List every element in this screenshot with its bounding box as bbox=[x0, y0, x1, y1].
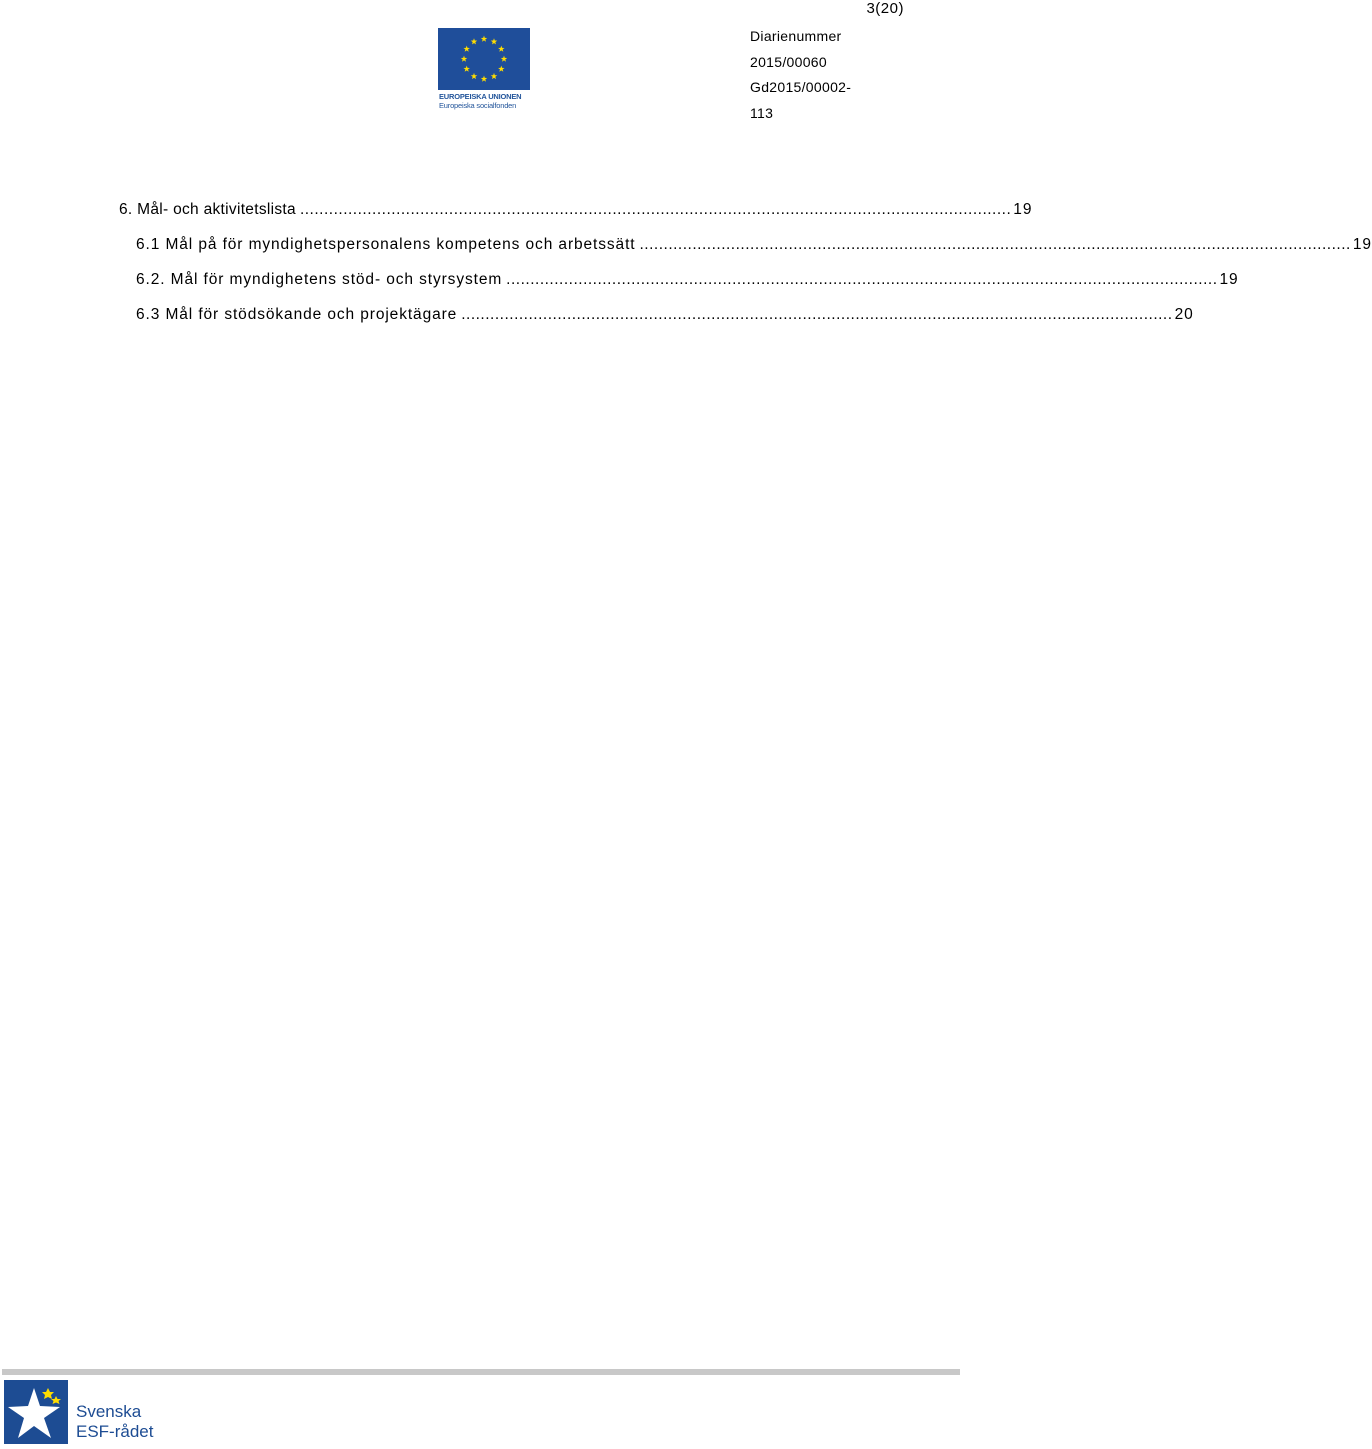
toc-page-number: 19 bbox=[1352, 236, 1372, 253]
eu-star-icon bbox=[481, 76, 487, 82]
toc-dot-leader: .................................................................................................................................................... bbox=[299, 201, 1012, 218]
diarie-number-2: Gd2015/00002- bbox=[750, 79, 852, 95]
toc-entry[interactable] bbox=[136, 234, 1372, 256]
eu-star-icon bbox=[463, 46, 469, 52]
eu-logo bbox=[438, 28, 532, 112]
page-number: 3(20) bbox=[866, 0, 904, 17]
eu-logo-caption bbox=[439, 93, 521, 110]
toc-page-number: 19 bbox=[1219, 271, 1239, 288]
toc-page-number: 20 bbox=[1174, 306, 1194, 323]
eu-logo-line2: Europeiska socialfonden bbox=[439, 100, 517, 110]
esf-logo-line1: Svenska bbox=[76, 1402, 142, 1421]
eu-star-icon bbox=[498, 46, 504, 52]
eu-star-icon bbox=[481, 36, 487, 42]
eu-star-icon bbox=[463, 66, 469, 72]
esf-logo bbox=[4, 1380, 164, 1444]
esf-star-shape-icon bbox=[4, 1380, 68, 1444]
toc-entry[interactable] bbox=[136, 269, 1239, 291]
eu-star-icon bbox=[491, 73, 497, 79]
toc-entry-label: 6.1 Mål på för myndighetspersonalens kompetens och arbetssätt bbox=[136, 236, 636, 253]
eu-star-icon bbox=[491, 38, 497, 44]
toc-entry-label: 6.2. Mål för myndighetens stöd- och styrsystem bbox=[136, 271, 503, 288]
toc-entry[interactable] bbox=[119, 199, 1033, 221]
footer-divider bbox=[2, 1369, 960, 1375]
toc-entry-label: 6.3 Mål för stödsökande och projektägare bbox=[136, 306, 458, 323]
toc-entry[interactable] bbox=[136, 304, 1194, 326]
eu-star-icon bbox=[471, 38, 477, 44]
diarie-number-2-cont: 113 bbox=[750, 104, 774, 121]
toc-dot-leader: .................................................................................................................................................... bbox=[639, 236, 1351, 253]
eu-star-icon bbox=[498, 66, 504, 72]
diarie-number-block bbox=[750, 24, 851, 126]
eu-star-icon bbox=[461, 56, 467, 62]
eu-star-icon bbox=[501, 56, 507, 62]
eu-stars-icon bbox=[438, 28, 530, 90]
esf-star-icon bbox=[4, 1380, 68, 1444]
esf-logo-line2: ESF-rådet bbox=[76, 1422, 154, 1441]
esf-logo-text bbox=[76, 1402, 153, 1442]
toc-entry-label: 6. Mål- och aktivitetslista bbox=[119, 201, 296, 218]
toc-dot-leader: .................................................................................................................................................... bbox=[461, 306, 1173, 323]
eu-star-icon bbox=[471, 73, 477, 79]
eu-logo-line1: EUROPEISKA UNIONEN bbox=[439, 92, 522, 101]
toc-dot-leader: .................................................................................................................................................... bbox=[506, 271, 1218, 288]
diarie-number-1: 2015/00060 bbox=[750, 53, 827, 70]
eu-flag-icon bbox=[438, 28, 530, 90]
toc-page-number: 19 bbox=[1013, 201, 1033, 218]
diarie-label: Diarienummer bbox=[750, 28, 842, 44]
